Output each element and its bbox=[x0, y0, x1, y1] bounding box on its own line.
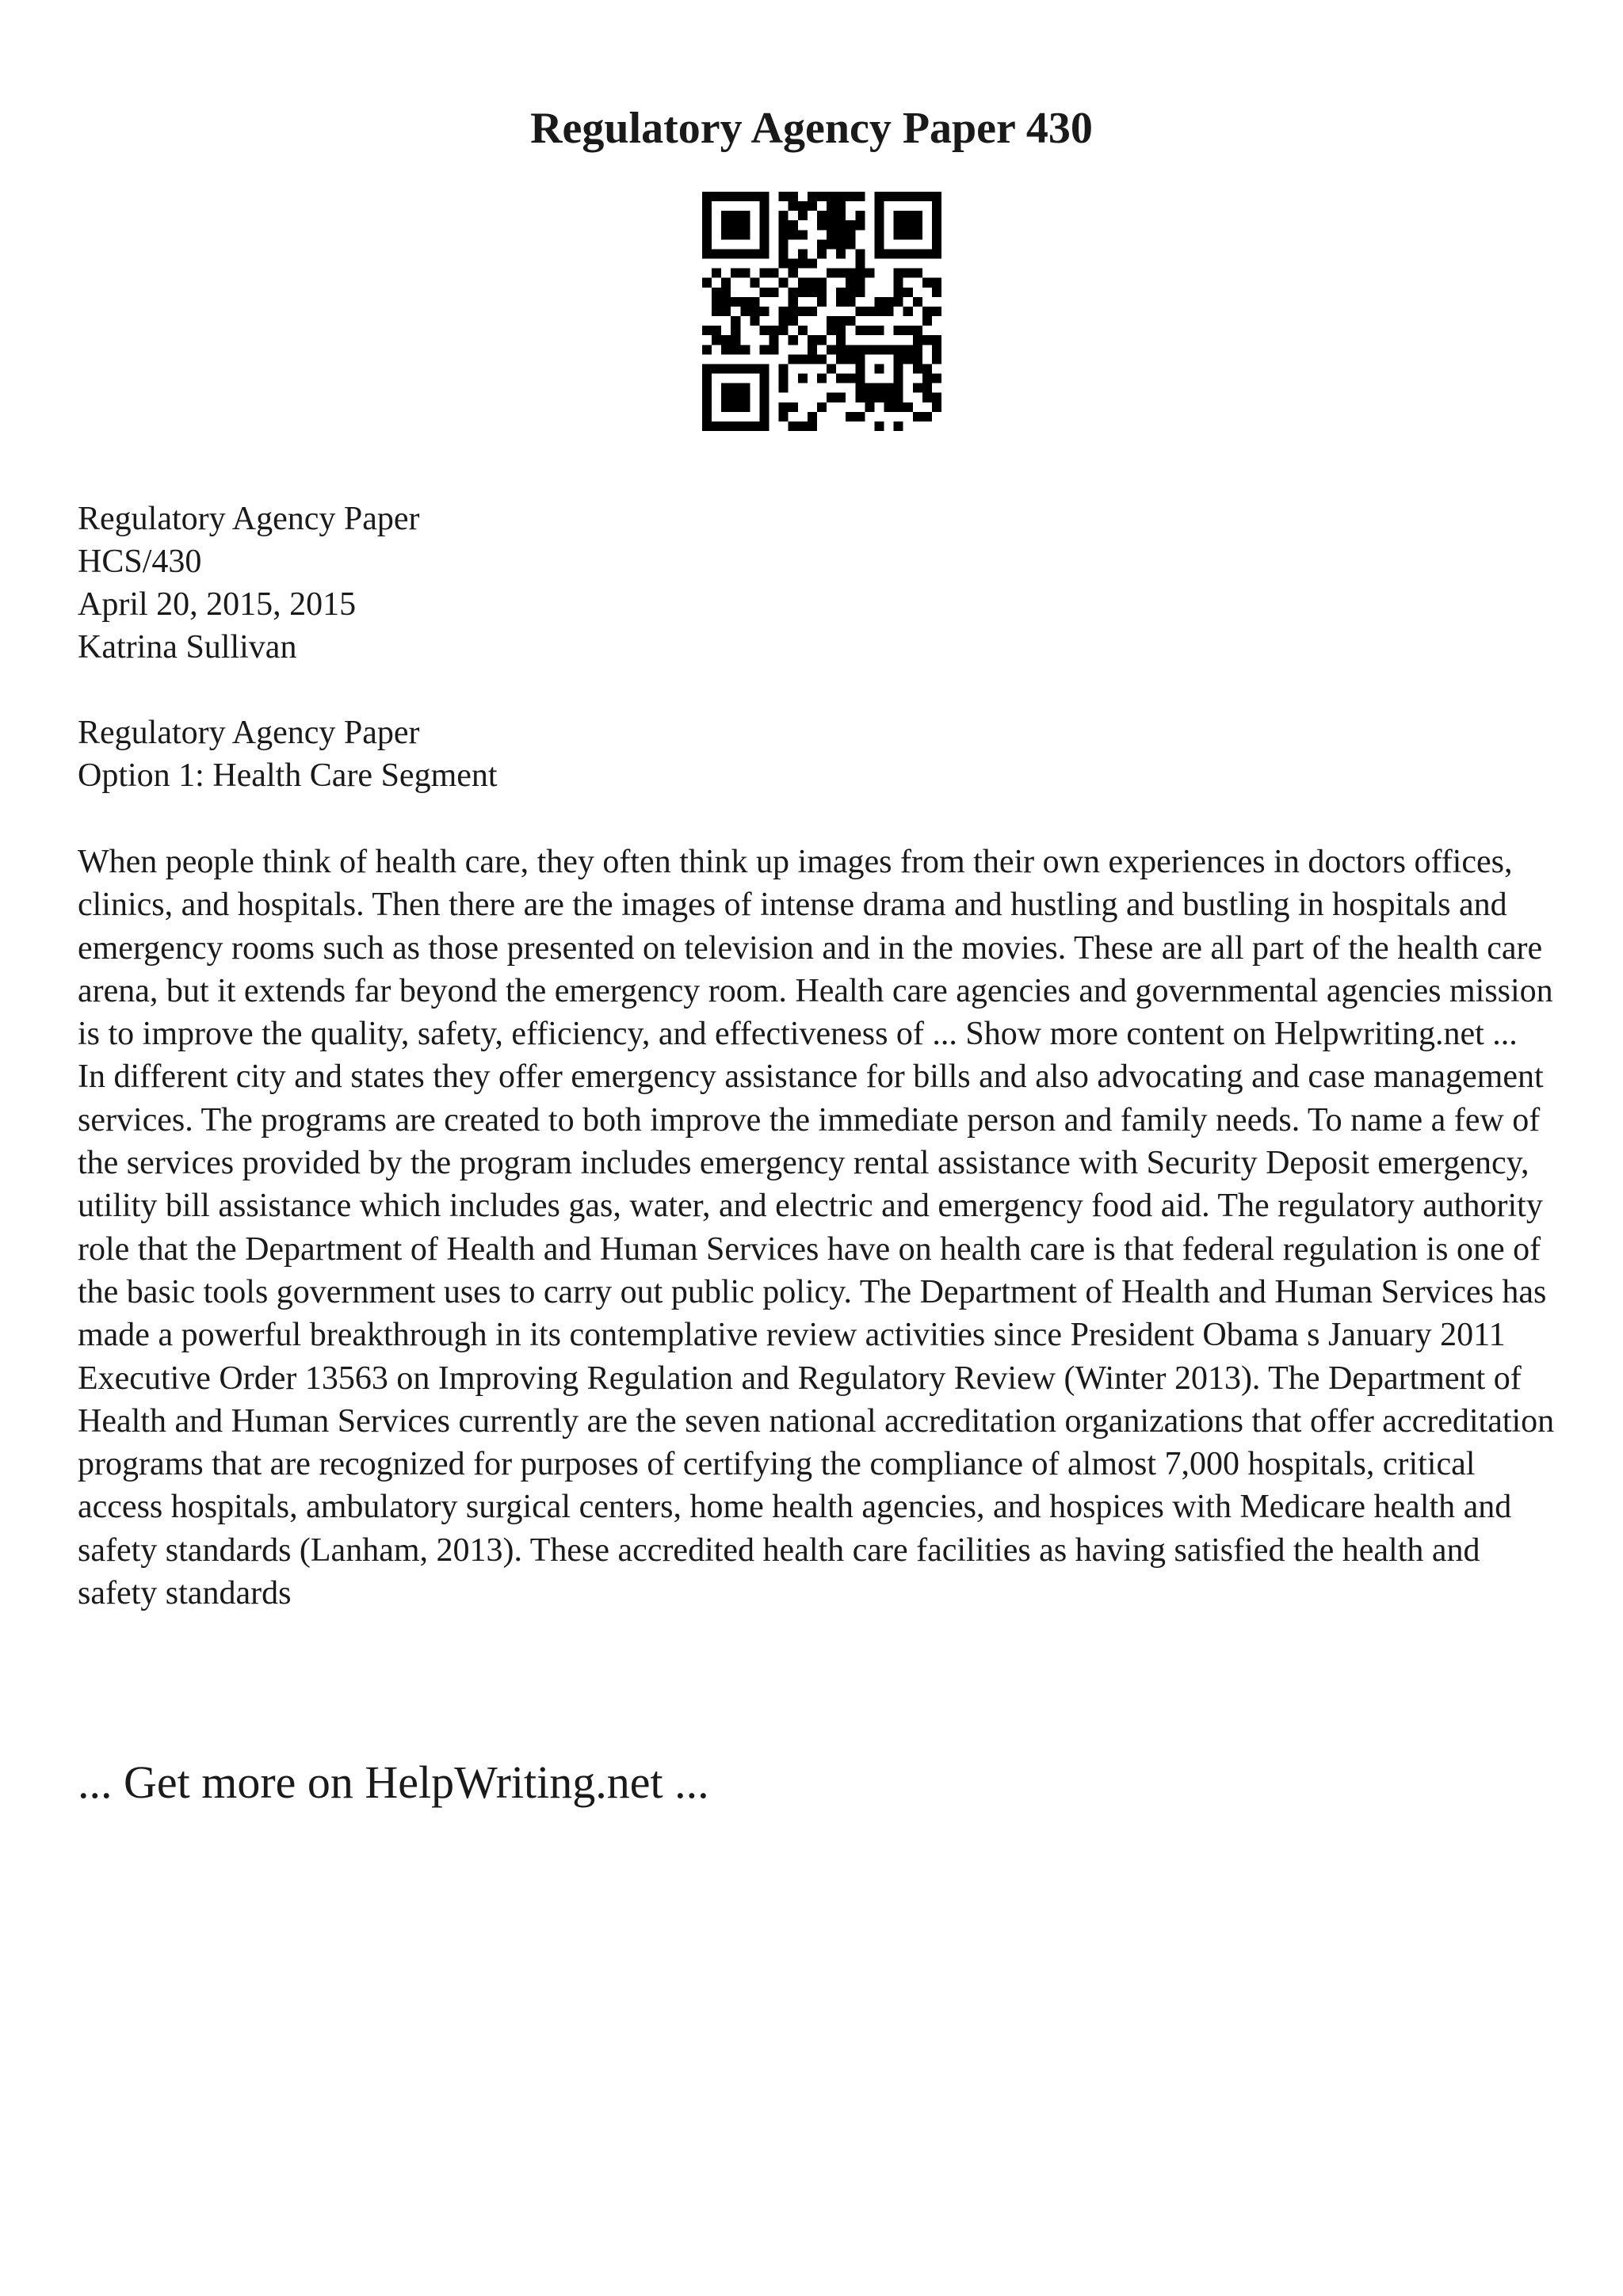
subheading-option: Option 1: Health Care Segment bbox=[78, 757, 498, 794]
document-meta bbox=[78, 498, 420, 669]
body-paragraph: In different city and states they offer emergency assistance for bills and also advocating and case management services. The programs are created to both improve the immediate person and family needs. To name a few of the services provided by the program includes emergency rental assistance with Security Deposit emergency, utility bill assistance which includes gas, water, and electric and emergency food aid. The regulatory authority role that the Department of Health and Human Services have on health care is that federal regulation is one of the basic tools government uses to carry out public policy. The Department of Health and Human Services has made a powerful breakthrough in its contemplative review activities since President Obama s January 2011 Executive Order 13563 on Improving Regulation and Regulatory Review (Winter 2013). The Department of Health and Human Services currently are the seven national accreditation organizations that offer accreditation programs that are recognized for purposes of certifying the compliance of almost 7,000 hospitals, critical access hospitals, ambulatory surgical centers, home health agencies, and hospices with Medicare health and safety standards (Lanham, 2013). These accredited health care facilities as having satisfied the health and safety standards bbox=[78, 1058, 1555, 1612]
subheading-title: Regulatory Agency Paper bbox=[78, 715, 420, 751]
body-paragraph: When people think of health care, they often think up images from their own experiences in doctors offices, clinics, and hospitals. Then there are the images of intense drama and hustling and bustling in hospitals and emergency rooms such as those presented on television and in the movies. These are all part of the health care arena, but it extends far beyond the emergency room. Health care agencies and governmental agencies mission is to improve the quality, safety, efficiency, and effectiveness of ... Show more content on Helpwriting.net ... bbox=[78, 844, 1553, 1053]
document-body bbox=[78, 841, 1560, 1615]
qr-code[interactable] bbox=[702, 192, 941, 431]
meta-line-date: April 20, 2015, 2015 bbox=[78, 586, 357, 623]
meta-line-course-code: HCS/430 bbox=[78, 543, 202, 580]
qr-code-icon bbox=[702, 192, 941, 431]
get-more-link[interactable]: ... Get more on HelpWriting.net ... bbox=[78, 1756, 709, 1808]
meta-line-author: Katrina Sullivan bbox=[78, 629, 297, 666]
document-title: Regulatory Agency Paper 430 bbox=[530, 104, 1093, 153]
document-subheading bbox=[78, 711, 498, 797]
meta-line-course-title: Regulatory Agency Paper bbox=[78, 501, 420, 537]
